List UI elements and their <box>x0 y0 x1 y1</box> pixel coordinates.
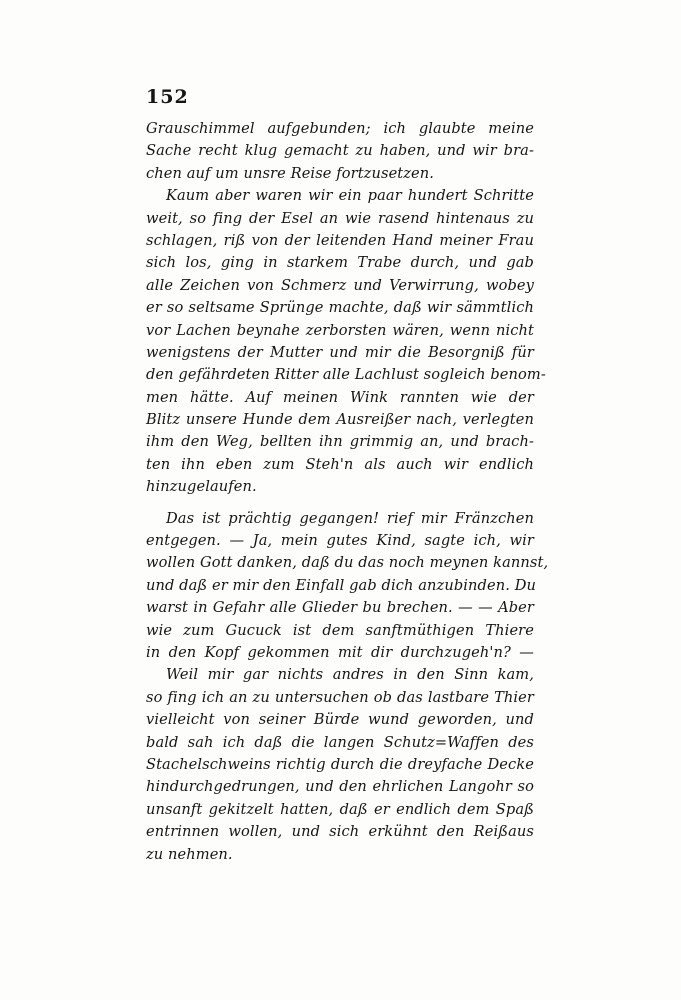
text-line: hinzugelaufen. <box>146 478 257 496</box>
text-line: schlagen, riß von der leitenden Hand meiner Frau <box>146 231 534 249</box>
text-line: wenigstens der Mutter und mir die Besorgniß für <box>146 343 534 361</box>
text-line: wie zum Gucuck ist dem sanftmüthigen Thiere <box>146 621 534 639</box>
text-line: so fing ich an zu untersuchen ob das lastbare Thier <box>146 688 534 706</box>
text-line: wollen Gott danken, daß du das noch meynen kannst, <box>146 554 549 572</box>
page-number: 152 <box>146 86 189 108</box>
body-text <box>146 118 549 866</box>
text-line: men hätte. Auf meinen Wink rannten wie der <box>146 388 534 406</box>
text-line: ihm den Weg, bellten ihn grimmig an, und brach- <box>146 433 534 451</box>
text-line: und daß er mir den Einfall gab dich anzubinden. Du <box>146 576 536 594</box>
text-line: sich los, ging in starkem Trabe durch, und gab <box>146 254 534 272</box>
text-line: Grauschimmel aufgebunden; ich glaubte meine <box>146 120 534 137</box>
text-line: zu nehmen. <box>146 845 233 863</box>
text-line: Das ist prächtig gegangen! rief mir Fränzchen <box>166 509 534 527</box>
text-line: Kaum aber waren wir ein paar hundert Schritte <box>166 187 534 205</box>
text-line: entrinnen wollen, und sich erkühnt den Reißaus <box>146 823 534 841</box>
text-line: in den Kopf gekommen mit dir durchzugeh'n? — <box>146 643 534 661</box>
text-line: Sache recht klug gemacht zu haben, und wir bra- <box>146 142 534 160</box>
text-line: bald sah ich daß die langen Schutz=Waffen des <box>146 733 534 751</box>
text-line: vor Lachen beynahe zerborsten wären, wenn nicht <box>146 321 534 339</box>
text-line: Blitz unsere Hunde dem Ausreißer nach, verlegten <box>146 411 534 429</box>
text-line: vielleicht von seiner Bürde wund geworden, und <box>146 711 534 729</box>
text-line: alle Zeichen von Schmerz und Verwirrung, wobey <box>146 276 534 294</box>
text-line: Stachelschweins richtig durch die dreyfache Decke <box>146 755 534 773</box>
text-line: chen auf um unsre Reise fortzusetzen. <box>146 164 435 182</box>
text-line: ten ihn eben zum Steh'n als auch wir endlich <box>146 455 534 473</box>
text-line: hindurchgedrungen, und den ehrlichen Langohr so <box>146 778 534 796</box>
paragraph-gap <box>146 499 534 508</box>
text-line: weit, so fing der Esel an wie rasend hintenaus zu <box>146 209 534 227</box>
text-line: Weil mir gar nichts andres in den Sinn kam, <box>166 666 534 684</box>
text-line: entgegen. — Ja, mein gutes Kind, sagte ich, wir <box>146 532 534 550</box>
text-line: er so seltsame Sprünge machte, daß wir sämmtlich <box>146 299 534 317</box>
text-line: den gefährdeten Ritter alle Lachlust sogleich benom- <box>146 366 546 384</box>
text-line: unsanft gekitzelt hatten, daß er endlich dem Spaß <box>146 800 534 818</box>
text-line: warst in Gefahr alle Glieder bu brechen. — — Aber <box>146 599 534 617</box>
